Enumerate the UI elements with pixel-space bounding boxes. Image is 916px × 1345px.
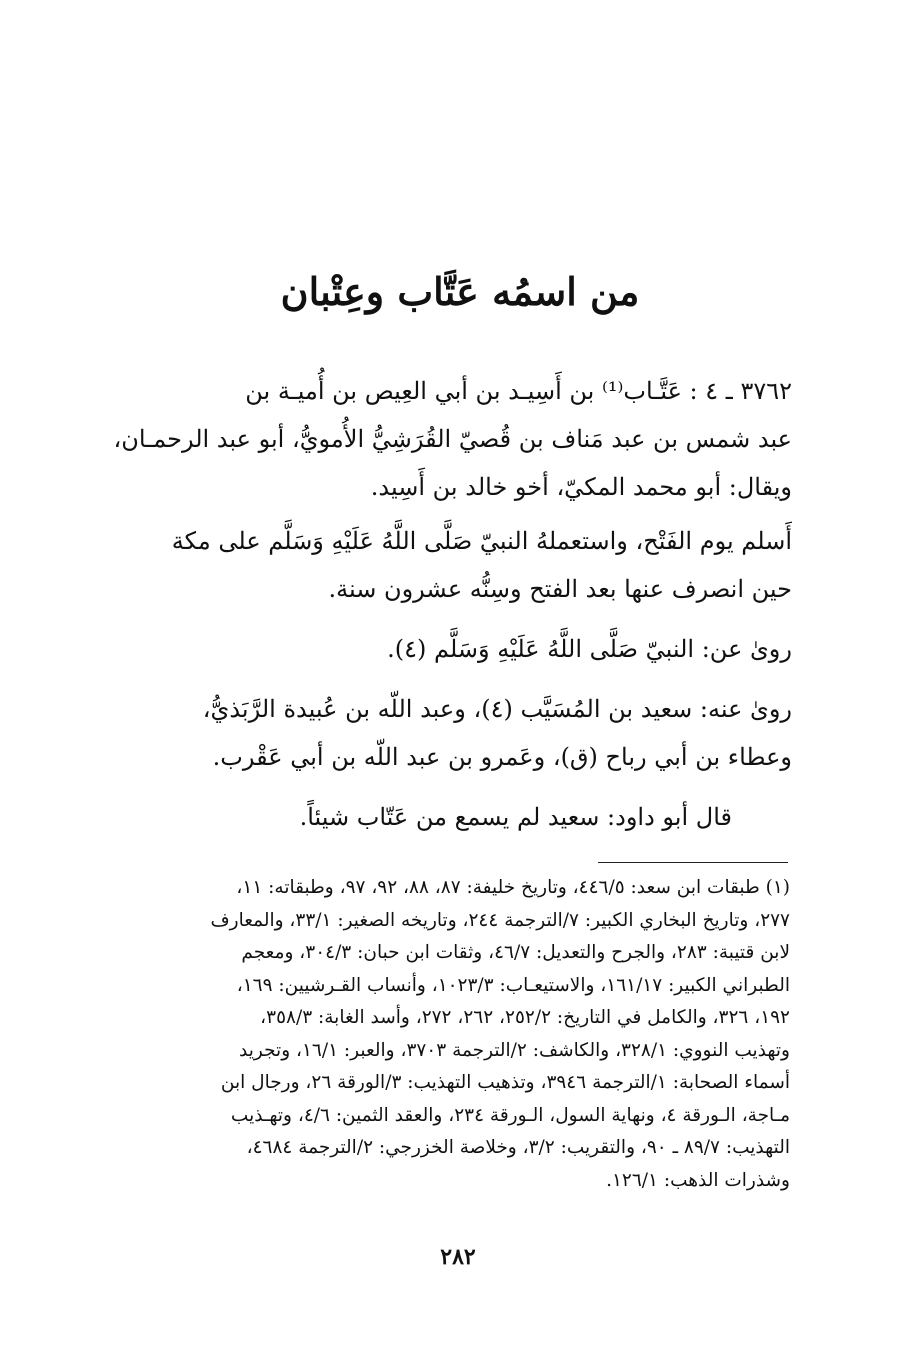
narrated-by-line-1: روىٰ عنه: سعيد بن المُسَيَّب (٤)، وعبد اللّه بن عُبيدة الرَّبَذيُّ، xyxy=(202,695,792,723)
footnote-line-10: وشذرات الذهب: ١٢٦/١. xyxy=(606,1169,790,1191)
narrated-by-paragraph xyxy=(92,685,792,785)
conversion-line-1: أَسلم يوم الفَتْح، واستعملهُ النبيّ صَلَّى اللَّهُ عَلَيْهِ وَسَلَّم على مكة xyxy=(171,527,792,555)
abu-dawud-paragraph xyxy=(92,793,792,843)
abu-dawud-line: قال أبو داود: سعيد لم يسمع من عَتّاب شيئاً. xyxy=(299,803,732,831)
footnote-line-9: التهذيب: ٨٩/٧ ـ ٩٠، والتقريب: ٣/٢، وخلاصة الخزرجي: ٢/الترجمة ٤٦٨٤، xyxy=(246,1137,790,1158)
entry-line-1: ٣٧٦٢ ـ ٤ : عَتَّـاب⁽¹⁾ بن أَسِيـد بن أبي العِيص بن أُميـة بن xyxy=(245,377,792,405)
narrated-from-paragraph xyxy=(92,625,792,675)
footnote-line-3: لابن قتيبة: ٢٨٣، والجرح والتعديل: ٤٦/٧، وثقات ابن حبان: ٣٠٤/٣، ومعجم xyxy=(241,942,790,963)
entry-line-2: عبد شمس بن عبد مَناف بن قُصيّ القُرَشِيُّ الأُمويُّ، أبو عبد الرحمـان، xyxy=(113,425,792,453)
narrated-by-line-2: وعطاء بن أبي رباح (ق)، وعَمرو بن عبد اللّه بن أبي عَقْرب. xyxy=(212,743,792,771)
footnote-line-7: أسماء الصحابة: ١/الترجمة ٣٩٤٦، وتذهيب التهذيب: ٣/الورقة ٢٦، ورجال ابن xyxy=(220,1072,790,1093)
narrated-from-line: روىٰ عن: النبيّ صَلَّى اللَّهُ عَلَيْهِ وَسَلَّم (٤). xyxy=(387,635,792,663)
page-number: ٢٨٢ xyxy=(440,1244,476,1270)
entry-paragraph xyxy=(92,367,792,501)
footnotes xyxy=(95,872,790,1197)
entry-line-3: ويقال: أبو محمد المكيّ، أخو خالد بن أَسِيد. xyxy=(370,473,792,501)
footnote-line-1: (١) طبقات ابن سعد: ٤٤٦/٥، وتاريخ خليفة: ٨٧، ٨٨، ٩٢، ٩٧، وطبقاته: ١١، xyxy=(236,877,790,898)
conversion-paragraph xyxy=(92,517,792,617)
section-heading: من اسمُه عَتَّاب وعِتْبان xyxy=(280,269,640,314)
conversion-line-2: حين انصرف عنها بعد الفتح وسِنُّه عشرون سنة. xyxy=(328,575,792,603)
footnote-line-5: ١٩٢، ٣٢٦، والكامل في التاريخ: ٢٥٢/٢، ٢٦٢، ٢٧٢، وأسد الغابة: ٣٥٨/٣، xyxy=(260,1007,790,1028)
footnote-line-6: وتهذيب النووي: ٣٢٨/١، والكاشف: ٢/الترجمة ٣٧٠٣، والعبر: ١٦/١، وتجريد xyxy=(239,1039,790,1061)
footnote-line-8: مـاجة، الـورقة ٤، ونهاية السول، الـورقة ٢٣٤، والعقد الثمين: ٤/٦، وتهـذيب xyxy=(230,1104,790,1126)
footnote-separator xyxy=(598,862,788,863)
footnote-line-2: ٢٧٧، وتاريخ البخاري الكبير: ٧/الترجمة ٢٤٤، وتاريخه الصغير: ٣٣/١، والمعارف xyxy=(210,909,790,931)
footnote-line-4: الطبراني الكبير: ١٦١/١٧، والاستيعـاب: ١٠٢٣/٣، وأنساب القـرشيين: ١٦٩، xyxy=(236,974,790,996)
